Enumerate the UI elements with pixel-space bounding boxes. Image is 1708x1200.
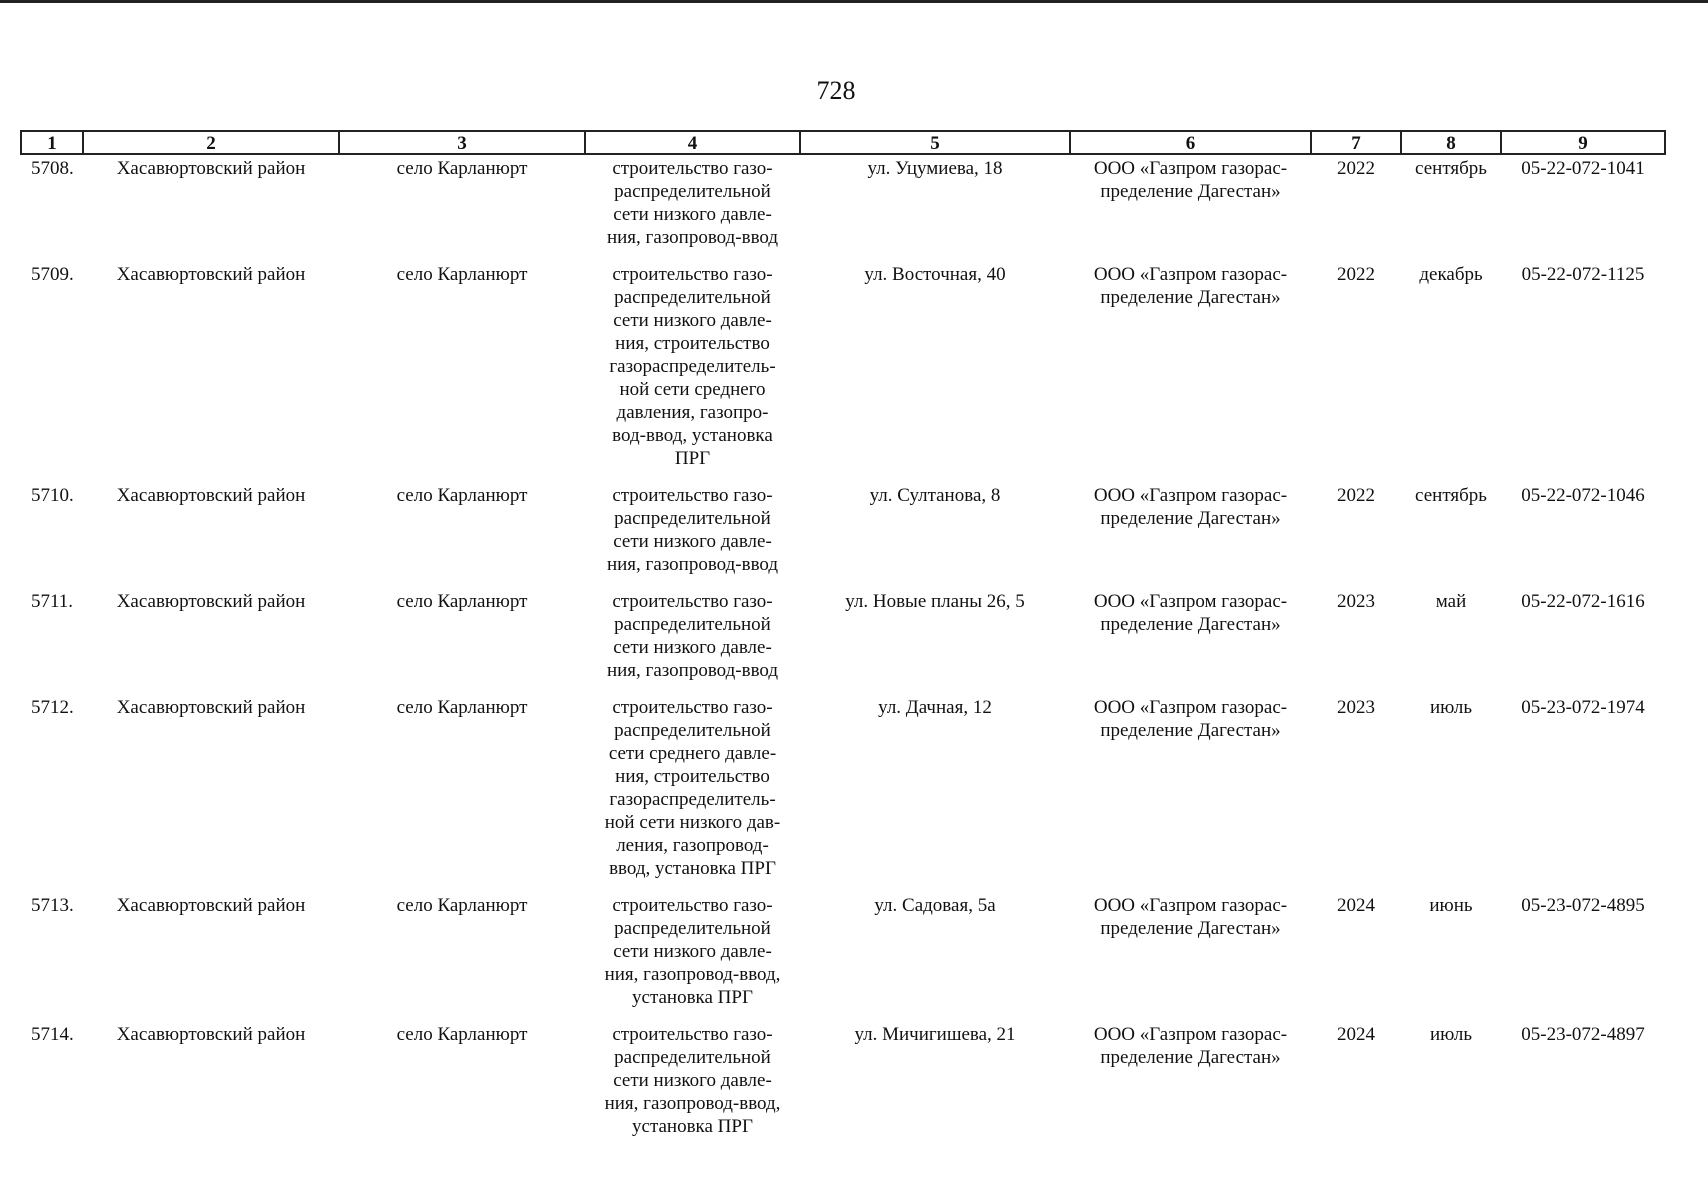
address-cell: ул. Уцумиева, 18: [867, 158, 1003, 179]
address-cell: ул. Новые планы 26, 5: [845, 591, 1025, 612]
application-code-cell: 05-23-072-1974: [1521, 697, 1645, 718]
settlement-cell: село Карланюрт: [396, 1024, 528, 1045]
table-row: [21, 154, 1665, 249]
page-number: 728: [816, 76, 856, 105]
settlement-cell: село Карланюрт: [396, 697, 528, 718]
month-cell: май: [1435, 591, 1467, 612]
table-row: [21, 576, 1665, 682]
works-description-cell: строительство газо- распределительной сети низкого давле- ния, газопровод-ввод: [606, 485, 779, 575]
row-number-cell: 5708.: [31, 158, 74, 179]
organization-cell: ООО «Газпром газорас- пределение Дагестан»: [1093, 158, 1288, 202]
table-row: [21, 682, 1665, 880]
works-description-cell: строительство газо- распределительной сети низкого давле- ния, строительство газораспределитель- ной сети среднего давления, газопро- вод-ввод, установка ПРГ: [609, 264, 776, 469]
year-cell: 2022: [1337, 158, 1375, 179]
column-header-7: 7: [1311, 131, 1401, 154]
district-cell: Хасавюртовский район: [116, 485, 306, 506]
settlement-cell: село Карланюрт: [396, 264, 528, 285]
district-cell: Хасавюртовский район: [116, 697, 306, 718]
district-cell: Хасавюртовский район: [116, 264, 306, 285]
application-code-cell: 05-22-072-1616: [1521, 591, 1645, 612]
year-cell: 2023: [1337, 591, 1375, 612]
settlement-cell: село Карланюрт: [396, 158, 528, 179]
gasification-table: [20, 130, 1666, 1138]
year-cell: 2024: [1337, 895, 1375, 916]
district-cell: Хасавюртовский район: [116, 591, 306, 612]
row-number-cell: 5711.: [31, 591, 74, 612]
year-cell: 2023: [1337, 697, 1375, 718]
organization-cell: ООО «Газпром газорас- пределение Дагестан»: [1093, 264, 1288, 308]
application-code-cell: 05-23-072-4897: [1521, 1024, 1645, 1045]
address-cell: ул. Султанова, 8: [869, 485, 1001, 506]
registry-sheet: [20, 130, 1664, 1138]
column-number-header: [21, 131, 1665, 154]
settlement-cell: село Карланюрт: [396, 485, 528, 506]
table-row: [21, 1009, 1665, 1138]
address-cell: ул. Садовая, 5а: [874, 895, 996, 916]
district-cell: Хасавюртовский район: [116, 158, 306, 179]
table-row: [21, 470, 1665, 576]
application-code-cell: 05-22-072-1046: [1521, 485, 1645, 506]
month-cell: декабрь: [1419, 264, 1483, 285]
row-number-cell: 5712.: [31, 697, 74, 718]
column-header-5: 5: [800, 131, 1070, 154]
row-number-cell: 5709.: [31, 264, 74, 285]
address-cell: ул. Дачная, 12: [878, 697, 992, 718]
application-code-cell: 05-22-072-1041: [1521, 158, 1645, 179]
district-cell: Хасавюртовский район: [116, 1024, 306, 1045]
year-cell: 2022: [1337, 264, 1375, 285]
month-cell: сентябрь: [1415, 485, 1487, 506]
month-cell: июнь: [1429, 895, 1473, 916]
month-cell: июль: [1429, 1024, 1473, 1045]
table-row: [21, 880, 1665, 1009]
settlement-cell: село Карланюрт: [396, 591, 528, 612]
column-header-4: 4: [585, 131, 800, 154]
organization-cell: ООО «Газпром газорас- пределение Дагестан»: [1093, 1024, 1288, 1068]
column-header-6: 6: [1070, 131, 1311, 154]
column-header-3: 3: [339, 131, 585, 154]
works-description-cell: строительство газо- распределительной сети низкого давле- ния, газопровод-ввод, установка ПРГ: [604, 895, 781, 1008]
column-number-row: [21, 131, 1665, 154]
column-header-9: 9: [1501, 131, 1665, 154]
year-cell: 2024: [1337, 1024, 1375, 1045]
row-number-cell: 5710.: [31, 485, 74, 506]
district-cell: Хасавюртовский район: [116, 895, 306, 916]
address-cell: ул. Мичигишева, 21: [854, 1024, 1016, 1045]
column-header-8: 8: [1401, 131, 1501, 154]
settlement-cell: село Карланюрт: [396, 895, 528, 916]
scan-top-edge: [0, 0, 1708, 3]
application-code-cell: 05-23-072-4895: [1521, 895, 1645, 916]
organization-cell: ООО «Газпром газорас- пределение Дагестан»: [1093, 895, 1288, 939]
works-description-cell: строительство газо- распределительной сети низкого давле- ния, газопровод-ввод, установка ПРГ: [604, 1024, 781, 1137]
month-cell: сентябрь: [1415, 158, 1487, 179]
organization-cell: ООО «Газпром газорас- пределение Дагестан»: [1093, 591, 1288, 635]
column-header-1: 1: [21, 131, 83, 154]
organization-cell: ООО «Газпром газорас- пределение Дагестан»: [1093, 697, 1288, 741]
table-row: [21, 249, 1665, 470]
organization-cell: ООО «Газпром газорас- пределение Дагестан»: [1093, 485, 1288, 529]
column-header-2: 2: [83, 131, 339, 154]
row-number-cell: 5713.: [31, 895, 74, 916]
works-description-cell: строительство газо- распределительной сети среднего давле- ния, строительство газораспределитель- ной сети низкого дав- ления, газопровод- ввод, установка ПРГ: [604, 697, 781, 879]
application-code-cell: 05-22-072-1125: [1521, 264, 1645, 285]
works-description-cell: строительство газо- распределительной сети низкого давле- ния, газопровод-ввод: [606, 158, 779, 248]
year-cell: 2022: [1337, 485, 1375, 506]
table-body: [21, 154, 1665, 1138]
address-cell: ул. Восточная, 40: [864, 264, 1006, 285]
month-cell: июль: [1429, 697, 1473, 718]
works-description-cell: строительство газо- распределительной сети низкого давле- ния, газопровод-ввод: [606, 591, 779, 681]
row-number-cell: 5714.: [31, 1024, 74, 1045]
